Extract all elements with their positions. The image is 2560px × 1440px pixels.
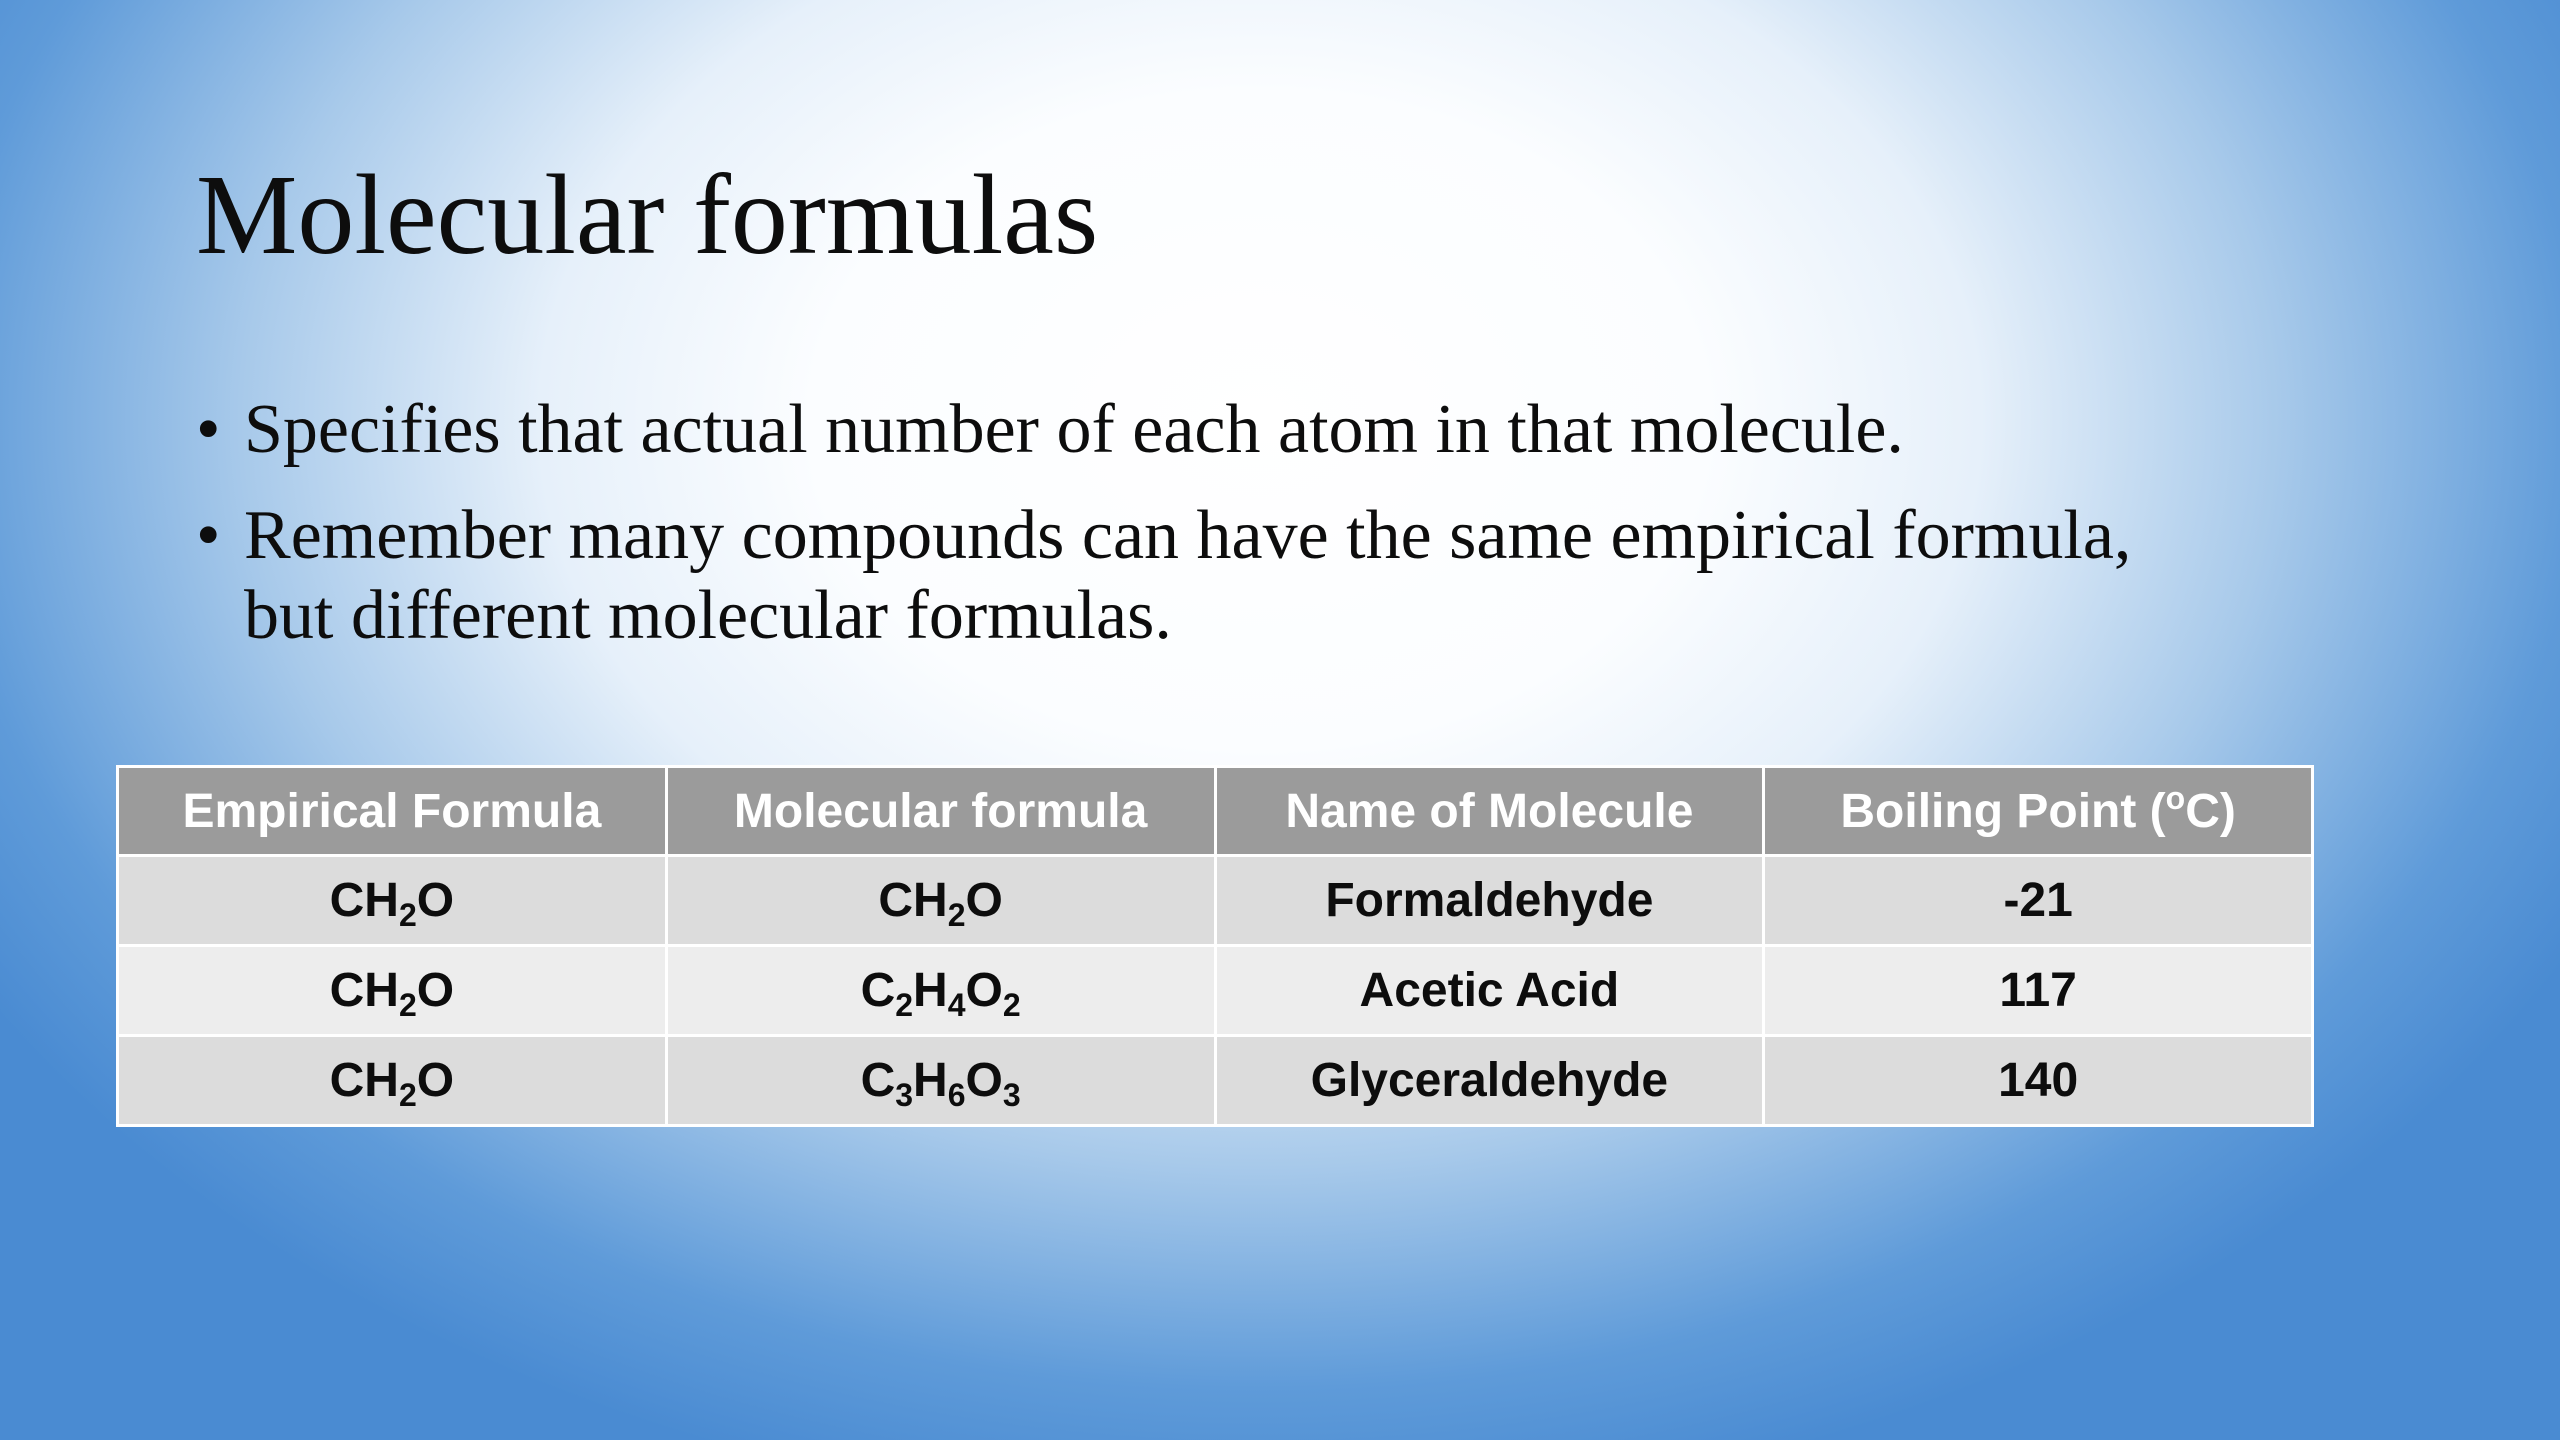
header-boiling-degree: o xyxy=(2165,779,2186,816)
table-header-row xyxy=(118,767,2313,856)
cell-molecule-name: Glyceraldehyde xyxy=(1215,1036,1764,1126)
header-name-of-molecule: Name of Molecule xyxy=(1215,767,1764,856)
slide-title: Molecular formulas xyxy=(196,151,1099,278)
table-row xyxy=(118,856,2313,946)
cell-molecular-formula: $C_2H_4O_2$ xyxy=(666,946,1215,1036)
bullet-dot-icon: • xyxy=(196,391,221,468)
molecular-formula-table xyxy=(116,765,2314,1127)
cell-boiling-point: 117 xyxy=(1764,946,2313,1036)
table-row xyxy=(118,1036,2313,1126)
bullet-item xyxy=(196,390,2376,470)
bullet-list xyxy=(196,390,2376,682)
cell-molecule-name: Acetic Acid xyxy=(1215,946,1764,1036)
bullet-text: Specifies that actual number of each atom in that molecule. xyxy=(244,391,1904,468)
cell-molecule-name: Formaldehyde xyxy=(1215,856,1764,946)
table-row xyxy=(118,946,2313,1036)
cell-boiling-point: 140 xyxy=(1764,1036,2313,1126)
bullet-item xyxy=(196,496,2376,656)
bullet-text-line-2: but different molecular formulas. xyxy=(244,577,1172,654)
cell-boiling-point: -21 xyxy=(1764,856,2313,946)
cell-empirical-formula: $CH_2O$ xyxy=(118,946,667,1036)
cell-empirical-formula: $CH_2O$ xyxy=(118,1036,667,1126)
cell-molecular-formula: $CH_2O$ xyxy=(666,856,1215,946)
bullet-dot-icon: • xyxy=(196,497,221,574)
header-boiling-prefix: Boiling Point ( xyxy=(1840,784,2166,838)
header-boiling-point xyxy=(1764,767,2313,856)
cell-empirical-formula: $CH_2O$ xyxy=(118,856,667,946)
header-empirical-formula: Empirical Formula xyxy=(118,767,667,856)
cell-molecular-formula: $C_3H_6O_3$ xyxy=(666,1036,1215,1126)
header-molecular-formula: Molecular formula xyxy=(666,767,1215,856)
header-boiling-suffix: C) xyxy=(2185,784,2236,838)
bullet-text-line-1: Remember many compounds can have the same empirical formula, xyxy=(244,497,2132,574)
